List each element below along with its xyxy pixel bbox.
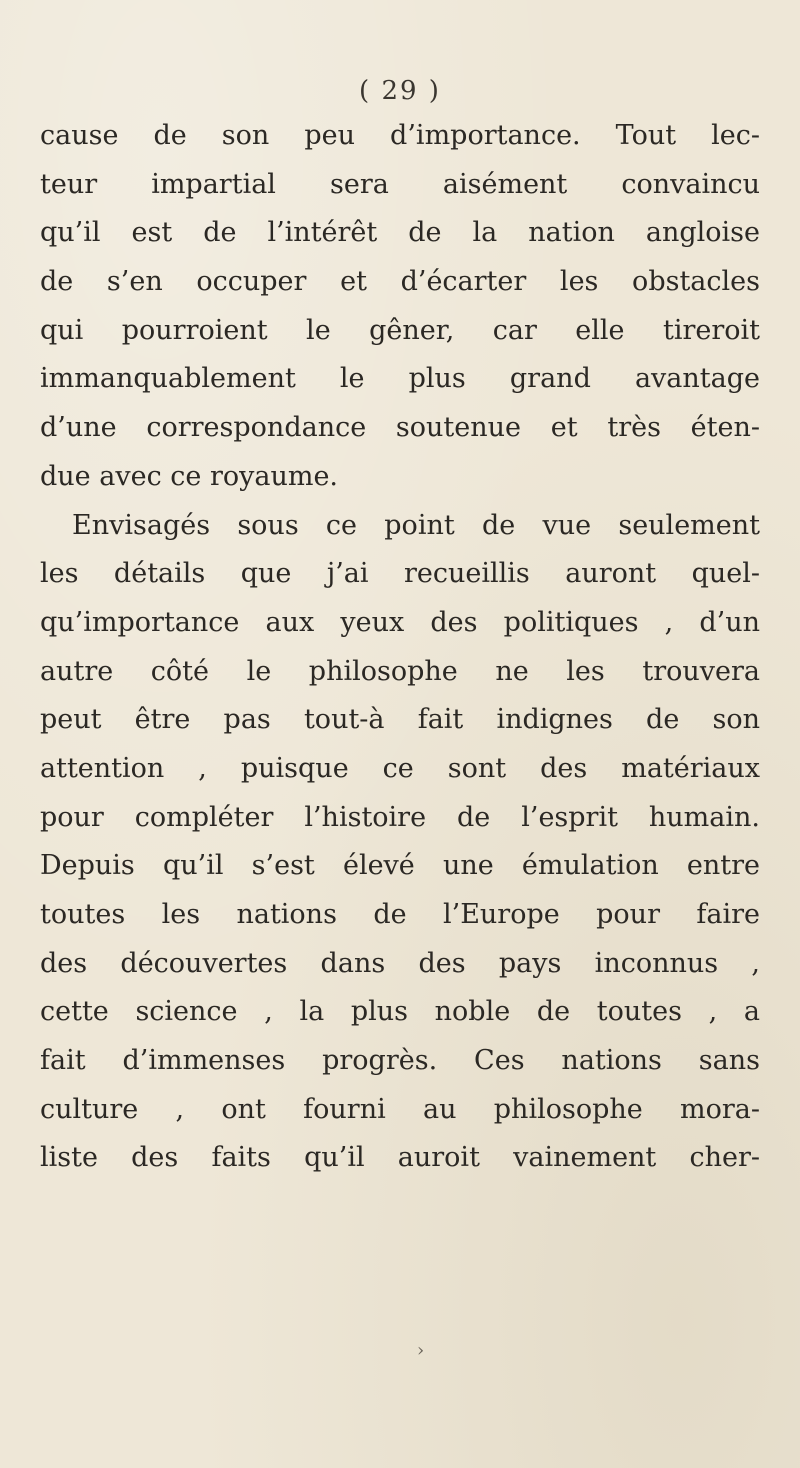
text-line: teur impartial sera aisément convaincu — [40, 168, 760, 200]
text-line: autre côté le philosophe ne les trouvera — [40, 655, 760, 687]
text-line: attention , puisque ce sont des matériaux — [40, 752, 760, 784]
text-line: Depuis qu’il s’est élevé une émulation entre — [40, 850, 760, 882]
text-line: de s’en occuper et d’écarter les obstacles — [40, 266, 760, 298]
body-text — [40, 112, 760, 1183]
text-line: peut être pas tout-à fait indignes de son — [40, 704, 760, 736]
text-line: immanquablement le plus grand avantage — [40, 363, 760, 395]
text-line: pour compléter l’histoire de l’esprit humain. — [40, 801, 760, 833]
text-line: d’une correspondance soutenue et très éten- — [40, 412, 760, 444]
text-line: les détails que j’ai recueillis auront quel- — [40, 558, 760, 590]
text-line: cette science , la plus noble de toutes , a — [40, 996, 760, 1028]
text-line: qui pourroient le gêner, car elle tireroit — [40, 314, 760, 346]
text-line: fait d’immenses progrès. Ces nations sans — [40, 1045, 760, 1077]
text-line: liste des faits qu’il auroit vainement cher- — [40, 1142, 760, 1174]
text-line: Envisagés sous ce point de vue seulement — [72, 509, 760, 541]
text-line: des découvertes dans des pays inconnus , — [40, 947, 760, 979]
footer-mark: › — [417, 1340, 425, 1361]
text-line: qu’importance aux yeux des politiques , d’un — [40, 606, 760, 638]
page-number: ( 29 ) — [359, 76, 441, 106]
text-line: culture , ont fourni au philosophe mora- — [40, 1093, 760, 1125]
text-line: toutes les nations de l’Europe pour faire — [40, 899, 760, 930]
text-line: cause de son peu d’importance. Tout lec- — [40, 120, 760, 151]
text-line: due avec ce royaume. — [40, 460, 339, 492]
text-line: qu’il est de l’intérêt de la nation angloise — [40, 217, 760, 249]
